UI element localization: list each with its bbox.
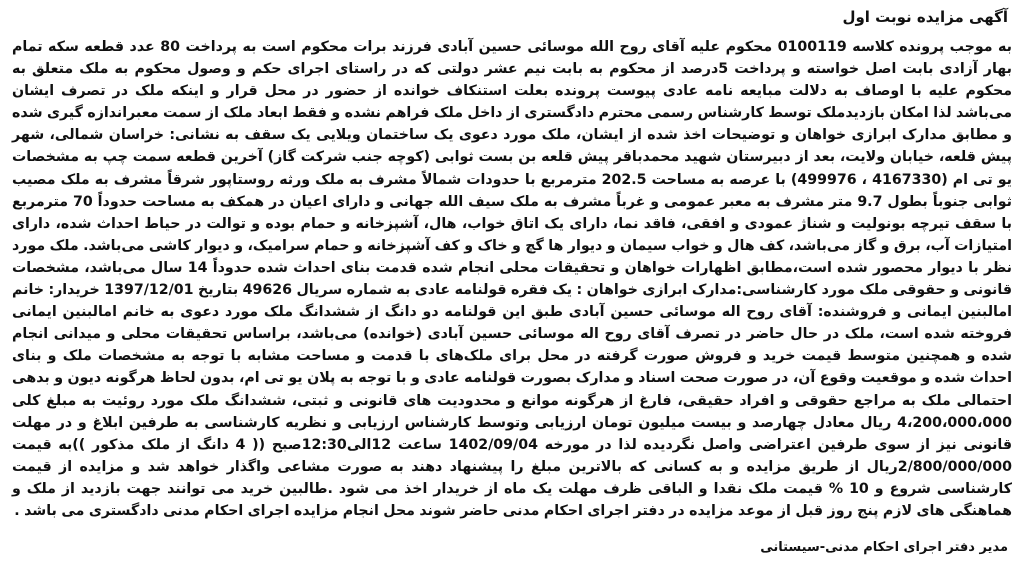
notice-title: آگهی مزایده نوبت اول bbox=[842, 8, 1008, 26]
notice-signature: مدیر دفتر اجرای احکام مدنی-سیستانی bbox=[760, 540, 1008, 555]
auction-notice bbox=[8, 0, 1016, 573]
notice-body: به موجب پرونده کلاسه 0100119 محکوم علیه آقای روح الله موسائی حسین آبادی فرزند برات محکوم است به پرداخت 80 عدد قطعه سکه تمام بهار آزادی بابت اصل خواسته و پرداخت 5درصد از محکوم به بابت نیم عشر دولتی که در راستای اجرای حکم و وصول محکوم به ملک متعلق به محکوم علیه با اوصاف به دلالت مبایعه نامه عادی پیوست پرونده بعلت استنکاف خوانده از حضور در محل قرار و اینکه ملک در تصرف ایشان می‌باشد لذا امکان بازدیدملک توسط کارشناس رسمی محترم دادگستری از داخل ملک فراهم نشده و فقط ابعاد ملک از سمت معبراندازه گیری شده و مطابق مدارک ابرازی خواهان و توضیحات اخذ شده از ایشان، ملک مورد دعوی یک ساختمان ویلایی یک سقف به نشانی: خراسان شمالی، شهر پیش قلعه، خیابان ولایت، بعد از دبیرستان شهید محمدباقر پیش قلعه بن بست ثوابی (کوچه جنب شرکت گاز) آخرین قطعه سمت چپ به مشخصات یو تی ام (4167330 ، 499976) با عرصه به مساحت 202.5 مترمربع با حدودات شمالاً مشرف به ملک ورثه روستاپور شرقاً مشرف به ملک مصیب ثوابی جنوباً بطول 9.7 متر مشرف به معبر عمومی و غرباً مشرف به ملک سیف الله جهانی و دارای اعیان در همکف به مساحت حدوداً 70 مترمربع با سقف تیرچه بونولیت و شناژ عمودی و افقی، فاقد نما، دارای یک اتاق خواب، هال، آشپزخانه و حمام بوده و توالت در حیاط احداث شده، دارای امتیازات آب، برق و گاز می‌باشد، کف هال و خواب سیمان و دیوار ها گچ و خاک و کف آشپزخانه و حمام سرامیک، و دیوار کاشی می‌باشد. ملک مورد نظر با دیوار محصور شده است،مطابق اظهارات خواهان و تحقیقات محلی انجام شده قدمت بنای احداث شده حدوداً 14 سال می‌باشد، مشخصات قانونی و حقوقی ملک مورد کارشناسی:مدارک ابرازی خواهان : یک فقره قولنامه عادی به شماره سریال 49626 بتاریخ 1397/12/01 خریدار: خانم امالبنین ایمانی و فروشنده: آقای روح اله موسائی حسین آبادی طبق این قولنامه دو دانگ از ششدانگ ملک مورد دعوی به خانم امالبنین ایمانی فروخته شده است، ملک در حال حاضر در تصرف آقای روح اله موسائی حسین آبادی (خوانده) می‌باشد، براساس تحقیقات محلی و میدانی انجام شده و همچنین متوسط قیمت خرید و فروش صورت گرفته در محل برای ملک‌های با قدمت و مساحت مشابه با توجه به مشخصات ملک و بنای احداث شده و موقعیت وقوع آن، در صورت صحت اسناد و مدارک بصورت قولنامه عادی و با توجه به پلان یو تی ام، بدون لحاظ هرگونه دیون و بدهی احتمالی ملک به مراجع حقوقی و افراد حقیقی، فارغ از هرگونه موانع و محدودیت های قانونی و ثبتی، ششدانگ ملک مورد روئیت به مبلغ کلی 4،200،000،000 ریال معادل چهارصد و بیست میلیون تومان ارزیابی وتوسط کارشناس ارزیابی و نظریه کارشناسی به طرفین ابلاغ و در مهلت قانونی نیز از سوی طرفین اعتراضی واصل نگردیده لذا در مورخه 1402/09/04 ساعت 12الی12:30صبح (( 4 دانگ از ملک مذکور ))به قیمت 2/800/000/000ریال از طریق مزایده و به کسانی که بالاترین مبلغ را پیشنهاد دهند به صورت مشاعی واگذار خواهد شد و مزایده از قیمت کارشناسی شروع و 10 % قیمت ملک نقدا و الباقی ظرف مهلت یک ماه از خریدار اخذ می شود .طالبین خرید می توانند جهت بازدید از ملک و هماهنگی های لازم پنج روز قبل از موعد مزایده در دفتر اجرای احکام مدنی حاضر شوند محل انجام مزایده اجرای احکام مدنی دادگستری می باشد . bbox=[12, 39, 1013, 519]
